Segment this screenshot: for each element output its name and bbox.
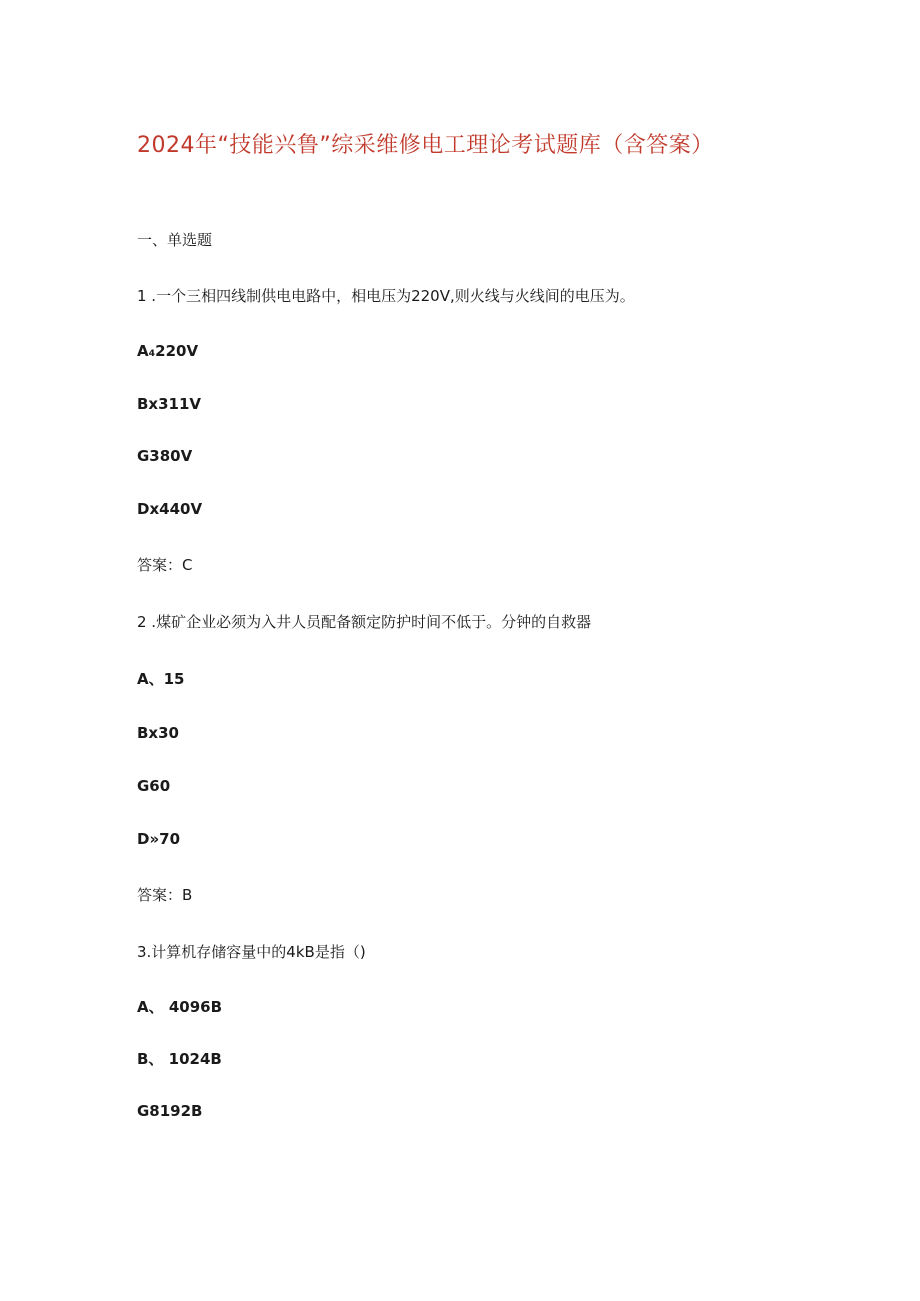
question-3-option-a: A、 4096B bbox=[137, 998, 223, 1016]
question-3-option-b: B、 1024B bbox=[137, 1050, 222, 1068]
question-1-option-a: A₄220V bbox=[137, 342, 199, 360]
question-2-option-b: Bx30 bbox=[137, 724, 179, 742]
question-1-option-d: Dx440V bbox=[137, 500, 203, 518]
section-heading: 一、单选题 bbox=[137, 231, 213, 249]
document-title: 2024年“技能兴鲁”综采维修电工理论考试题库（含答案） bbox=[137, 133, 714, 158]
question-2-option-d: D»70 bbox=[137, 830, 181, 848]
question-2-stem: 2 .煤矿企业必须为入井人员配备额定防护时间不低于。分钟的自救器 bbox=[137, 613, 592, 631]
question-2-option-a: A、15 bbox=[137, 670, 185, 688]
question-2-option-c: G60 bbox=[137, 777, 171, 795]
question-3-stem: 3.计算机存储容量中的4kB是指（) bbox=[137, 943, 366, 961]
question-1-stem: 1 .一个三相四线制供电电路中，相电压为220V,则火线与火线间的电压为。 bbox=[137, 287, 635, 305]
question-3-option-c: G8192B bbox=[137, 1102, 203, 1120]
question-1-option-b: Bx311V bbox=[137, 395, 202, 413]
question-2-answer: 答案：B bbox=[137, 886, 193, 904]
question-1-option-c: G380V bbox=[137, 447, 193, 465]
question-1-answer: 答案：C bbox=[137, 556, 193, 574]
